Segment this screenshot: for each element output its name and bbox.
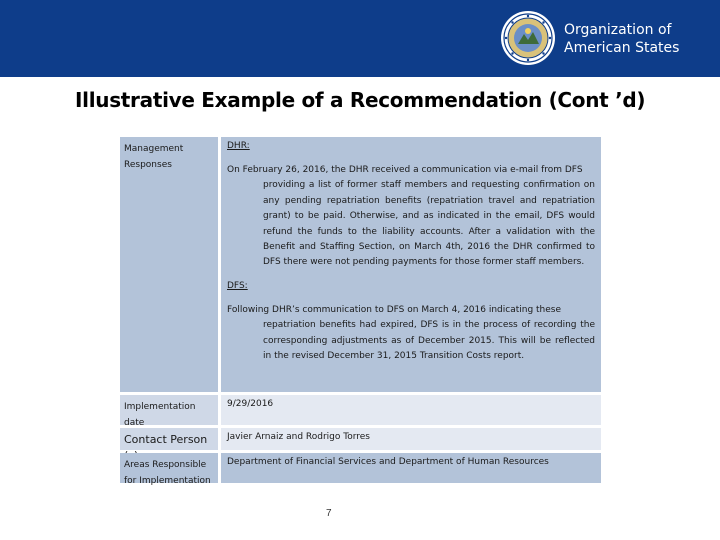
page-number: 7 xyxy=(326,508,332,519)
dhr-first-line: On February 26, 2016, the DHR received a communication via e-mail from DFS xyxy=(227,165,583,175)
page-title: Illustrative Example of a Recommendation (Cont ’d) xyxy=(75,88,646,112)
recommendation-table xyxy=(120,137,601,486)
management-responses-label: Management Responses xyxy=(120,137,218,392)
org-name-line1: Organization of xyxy=(564,22,672,38)
contact-person-value: Javier Arnaiz and Rodrigo Torres xyxy=(221,428,601,450)
areas-responsible-row xyxy=(120,453,601,486)
implementation-date-label: Implementation date xyxy=(120,395,218,425)
contact-person-row xyxy=(120,428,601,450)
org-name xyxy=(564,21,679,57)
dhr-heading: DHR: xyxy=(227,141,250,151)
org-name-line2: American States xyxy=(564,40,680,56)
dhr-rest: providing a list of former staff members and requesting confirmation on any pending repatriation benefits (repatriation travel and repatriation grant) to be paid. Otherwise, and as indicated in the email, DFS would refund the funds to the liability accounts. After a validation with the Benefit and Staffing Section, on March 4th, 2016 the DHR confirmed to DFS there were not pending payments for those former staff members. xyxy=(263,180,595,268)
dfs-paragraph xyxy=(227,303,595,365)
dfs-first-line: Following DHR’s communication to DFS on March 4, 2016 indicating these xyxy=(227,304,562,315)
implementation-date-value: 9/29/2016 xyxy=(221,395,601,425)
contact-person-label: Contact Person xyxy=(120,428,218,450)
implementation-date-row xyxy=(120,395,601,428)
oas-seal-icon xyxy=(500,10,556,66)
header-banner xyxy=(0,0,720,77)
dhr-paragraph xyxy=(227,163,595,271)
areas-responsible-value: Department of Financial Services and Department of Human Resources xyxy=(221,453,601,483)
dfs-heading: DFS: xyxy=(227,280,248,291)
dfs-rest: repatriation benefits had expired, DFS is in the process of recording the corresponding adjustments as of December 2015. This will be reflected in the revised December 31, 2015 Transition Costs report. xyxy=(263,320,595,362)
areas-responsible-label: Areas Responsible for Implementation xyxy=(120,453,218,483)
management-responses-content xyxy=(221,137,601,392)
management-responses-row xyxy=(120,137,601,392)
